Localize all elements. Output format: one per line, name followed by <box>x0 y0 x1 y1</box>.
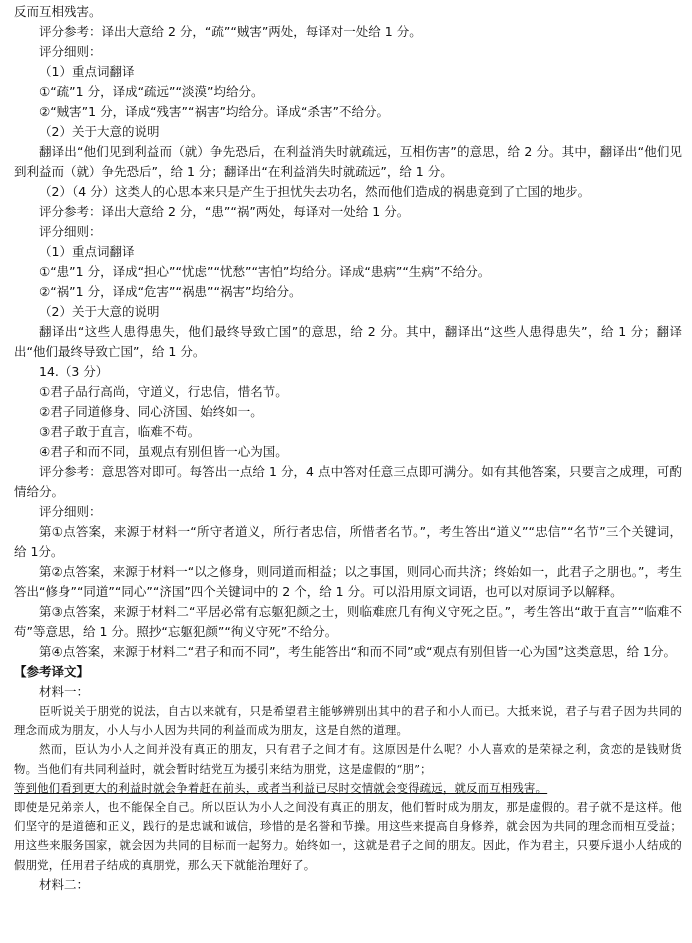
rule-item: ①“疏”1 分，译成“疏远”“淡漠”均给分。 <box>39 84 264 99</box>
translation-paragraph: 然而，臣认为小人之间并没有真正的朋友，只有君子之间才有。这原因是什么呢？小人喜欢的是荣禄之利，贪恋的是钱财货物。当他们有共同利益时，就会暂时结党互为援引来结为朋党，这是虚假的“朋”； <box>14 742 682 776</box>
scoring-reference: 评分参考：译出大意给 2 分，“患”“祸”两处，每译对一处给 1 分。 <box>39 204 410 219</box>
scoring-rules-label: 评分细则： <box>39 224 102 239</box>
translation-paragraph: 即使是兄弟亲人，也不能保全自己。所以臣认为小人之间没有真正的朋友，他们暂时成为朋友，那是虚假的。君子就不是这样。他们坚守的是道德和正义，践行的是忠诚和诚信，珍惜的是名誉和节操。用这些来提高自身修养，就会因为共同的理念而相互受益；用这些来服务国家，就会因为共同的目标而一起努力。始终如一，这就是君子之间的朋友。因此，作为君主，只要斥退小人结成的假朋党，任用君子结成的真朋党，那么天下就能治理好了。 <box>14 800 682 872</box>
reference-translation-heading: 【参考译文】 <box>14 664 90 679</box>
answer-text: （2）（4 分）这类人的心思本来只是产生于担忧失去功名，然而他们造成的祸患竟到了亡国的地步。 <box>39 184 591 199</box>
material-label: 材料一： <box>39 684 90 699</box>
answer-point: ③君子敢于直言，临难不苟。 <box>39 424 201 439</box>
meaning-note: 翻译出“这些人患得患失，他们最终导致亡国”的意思，给 2 分。其中，翻译出“这些人患得患失”，给 1 分；翻译出“他们最终导致亡国”，给 1 分。 <box>14 324 682 359</box>
rule-item: ①“患”1 分，译成“担心”“忧虑”“忧愁”“害怕”均给分。译成“患病”“生病”不给分。 <box>39 264 491 279</box>
text-line: 反而互相残害。 <box>14 4 102 19</box>
underlined-translation-sentence: 等到他们看到更大的利益时就会争着赶在前头，或者当利益已尽时交情就会变得疏远，就反而互相残害。 <box>14 780 548 795</box>
answer-point: ②君子同道修身、同心济国、始终如一。 <box>39 404 263 419</box>
answer-point: ④君子和而不同，虽观点有别但皆一心为国。 <box>39 444 288 459</box>
scoring-reference: 评分参考：意思答对即可。每答出一点给 1 分，4 点中答对任意三点即可满分。如有其他答案，只要言之成理，可酌情给分。 <box>14 464 682 499</box>
rule-detail: 第③点答案，来源于材料二“平居必常有忘躯犯颜之士，则临难庶几有徇义守死之臣。”，考生答出“敢于直言”“临难不苟”等意思，给 1 分。照抄“忘躯犯颜”“徇义守死”不给分。 <box>14 604 682 639</box>
rule-detail: 第④点答案，来源于材料二“君子和而不同”，考生能答出“和而不同”或“观点有别但皆一心为国”这类意思，给 1分。 <box>39 644 676 659</box>
material-label: 材料二： <box>39 876 90 892</box>
subsection-heading: （2）关于大意的说明 <box>39 124 160 139</box>
subsection-heading: （2）关于大意的说明 <box>39 304 160 319</box>
subsection-heading: （1）重点词翻译 <box>39 64 135 79</box>
rule-detail: 第②点答案，来源于材料一“以之修身，则同道而相益；以之事国，则同心而共济；终始如一，此君子之朋也。”，考生答出“修身”“同道”“同心”“济国”四个关键词中的 2 个，给 1 分。可以沿用原文词语，也可以对原词予以解释。 <box>14 564 682 599</box>
rule-detail: 第①点答案，来源于材料一“所守者道义，所行者忠信，所惜者名节。”，考生答出“道义”“忠信”“名节”三个关键词，给 1分。 <box>14 524 682 559</box>
rule-item: ②“贼害”1 分，译成“残害”“祸害”均给分。译成“杀害”不给分。 <box>39 104 389 119</box>
scoring-rules-label: 评分细则： <box>39 504 102 519</box>
meaning-note: 翻译出“他们见到利益而（就）争先恐后，在利益消失时就疏远，互相伤害”的意思，给 2 分。其中，翻译出“他们见到利益而（就）争先恐后”，给 1 分；翻译出“在利益消失时就疏远”，给 1 分。 <box>14 144 682 179</box>
scoring-rules-label: 评分细则： <box>39 44 102 59</box>
answer-point: ①君子品行高尚，守道义，行忠信，惜名节。 <box>39 384 288 399</box>
question-number: 14.（3 分） <box>39 364 109 379</box>
rule-item: ②“祸”1 分，译成“危害”“祸患”“祸害”均给分。 <box>39 284 302 299</box>
answer-key-page <box>14 2 682 895</box>
translation-paragraph: 臣听说关于朋党的说法，自古以来就有，只是希望君主能够辨别出其中的君子和小人而已。大抵来说，君子与君子因为共同的理念而成为朋友，小人与小人因为共同的利益而成为朋友，这是自然的道理。 <box>14 704 682 738</box>
scoring-reference: 评分参考：译出大意给 2 分，“疏”“贼害”两处，每译对一处给 1 分。 <box>39 24 422 39</box>
subsection-heading: （1）重点词翻译 <box>39 244 135 259</box>
